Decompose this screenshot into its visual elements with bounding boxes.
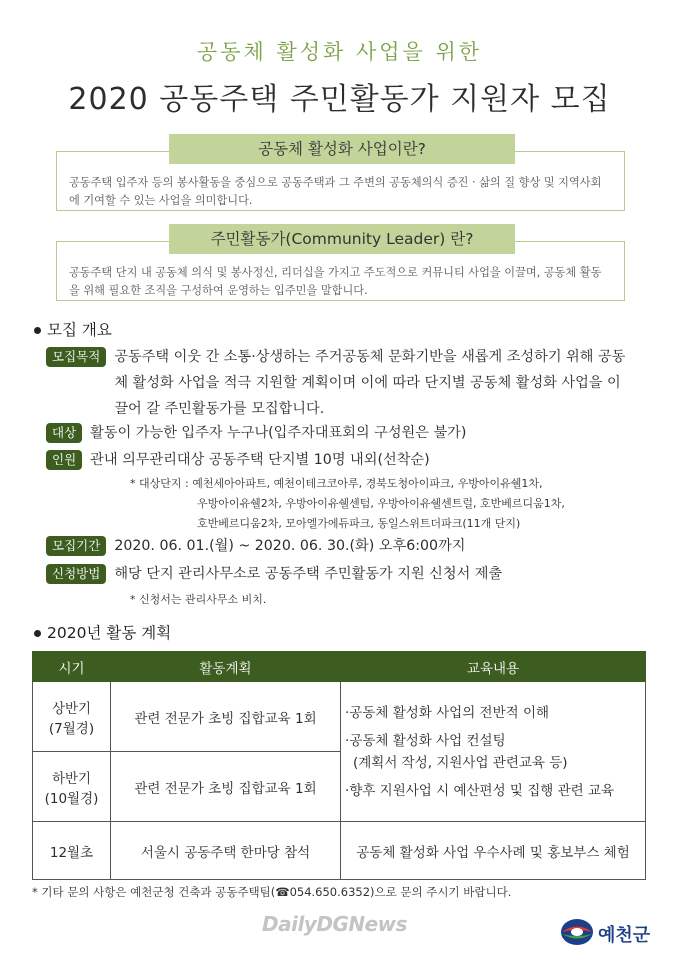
purpose-text: 공동주택 이웃 간 소통·상생하는 주거공동체 문화기반을 새롭게 조성하기 위해 공동체 활성화 사업을 적극 지원할 계획이며 이에 따라 단지별 공동체 활성화 사업을 이끌어 갈 주민활동가를 모집합니다.: [114, 349, 626, 417]
section-title-plan: 2020년 활동 계획: [34, 621, 171, 643]
activity-cell: 서울시 공동주택 한마당 참석: [111, 822, 341, 880]
watermark: DailyDGNews: [262, 912, 408, 936]
activity-plan-table: [32, 651, 646, 880]
education-item: ·향후 지원사업 시 예산편성 및 집행 관련 교육: [345, 782, 615, 799]
education-cell: 공동체 활성화 사업 우수사례 및 홍보부스 체험: [341, 822, 646, 880]
education-item: (계획서 작성, 지원사업 관련교육 등): [353, 754, 568, 771]
period-cell: 12월초: [33, 822, 111, 880]
label-tag: 신청방법: [46, 564, 106, 584]
period-cell: 하반기 (10월경): [33, 752, 111, 822]
table-header: 교육내용: [341, 652, 646, 682]
poster-title: 2020 공동주택 주민활동가 지원자 모집: [68, 82, 611, 117]
logo-text: 예천군: [598, 925, 651, 946]
education-item: ·공동체 활성화 사업 컨설팅: [345, 732, 506, 749]
overview-row-target: [46, 420, 466, 446]
yecheon-emblem-icon: [560, 917, 594, 951]
definition-body: 공동주택 단지 내 공동체 의식 및 봉사정신, 리더십을 가지고 주도적으로 커뮤니티 사업을 이끌며, 공동체 활동을 위해 필요한 조직을 구성하여 운영하는 입주민을 말합니다.: [69, 266, 602, 297]
table-row: [33, 682, 646, 752]
section-title-overview: 모집 개요: [34, 318, 112, 340]
poster-subtitle: 공동체 활성화 사업을 위한: [196, 40, 483, 64]
label-tag: 인원: [46, 450, 82, 470]
definition-heading: 공동체 활성화 사업이란?: [169, 134, 515, 164]
yecheon-logo: [560, 917, 650, 951]
overview-row-purpose: [46, 344, 634, 422]
label-tag: 모집기간: [46, 536, 106, 556]
apply-note: * 신청서는 관리사무소 비치.: [130, 593, 267, 606]
education-cell: [341, 682, 646, 822]
education-item: ·공동체 활성화 사업의 전반적 이해: [345, 704, 550, 721]
definition-box-leader: [56, 230, 625, 301]
count-text: 관내 의무관리대상 공동주택 단지별 10명 내외(선착순): [90, 452, 430, 468]
bullet-icon: [34, 327, 41, 334]
complex-note-line1: * 대상단지 : 예천세아아파트, 예천이테크코아루, 경북도청아이파크, 우방아이유쉘1차,: [130, 477, 543, 490]
period-cell: 상반기 (7월경): [33, 682, 111, 752]
apply-text: 해당 단지 관리사무소로 공동주택 주민활동가 지원 신청서 제출: [114, 566, 503, 582]
overview-row-apply: [46, 561, 502, 587]
definition-heading: 주민활동가(Community Leader) 란?: [169, 224, 515, 254]
label-tag: 대상: [46, 423, 82, 443]
table-header: 시기: [33, 652, 111, 682]
table-header-row: [33, 652, 646, 682]
activity-cell: 관련 전문가 초빙 집합교육 1회: [111, 682, 341, 752]
complex-note-line3: 호반베르디움2차, 모아엘가에듀파크, 동일스위트더파크(11개 단지): [197, 517, 521, 530]
overview-row-count: [46, 447, 430, 473]
period-text: 2020. 06. 01.(월) ~ 2020. 06. 30.(화) 오후6:00까지: [114, 538, 466, 554]
footer-note: * 기타 문의 사항은 예천군청 건축과 공동주택팀(☎054.650.6352)으로 문의 주시기 바랍니다.: [32, 885, 512, 899]
activity-cell: 관련 전문가 초빙 집합교육 1회: [111, 752, 341, 822]
complex-note-line2: 우방아이유쉘2차, 우방아이유쉘센텀, 우방아이유쉘센트럴, 호반베르디움1차,: [197, 497, 565, 510]
overview-row-period: [46, 533, 465, 559]
target-text: 활동이 가능한 입주자 누구나(입주자대표회의 구성원은 불가): [90, 425, 467, 441]
table-header: 활동계획: [111, 652, 341, 682]
definition-box-community: [56, 140, 625, 211]
label-tag: 모집목적: [46, 347, 106, 367]
definition-body: 공동주택 입주자 등의 봉사활동을 중심으로 공동주택과 그 주변의 공동체의식 증진 · 삶의 질 향상 및 지역사회에 기여할 수 있는 사업을 의미합니다.: [69, 176, 602, 207]
bullet-icon: [34, 630, 41, 637]
table-row: [33, 822, 646, 880]
